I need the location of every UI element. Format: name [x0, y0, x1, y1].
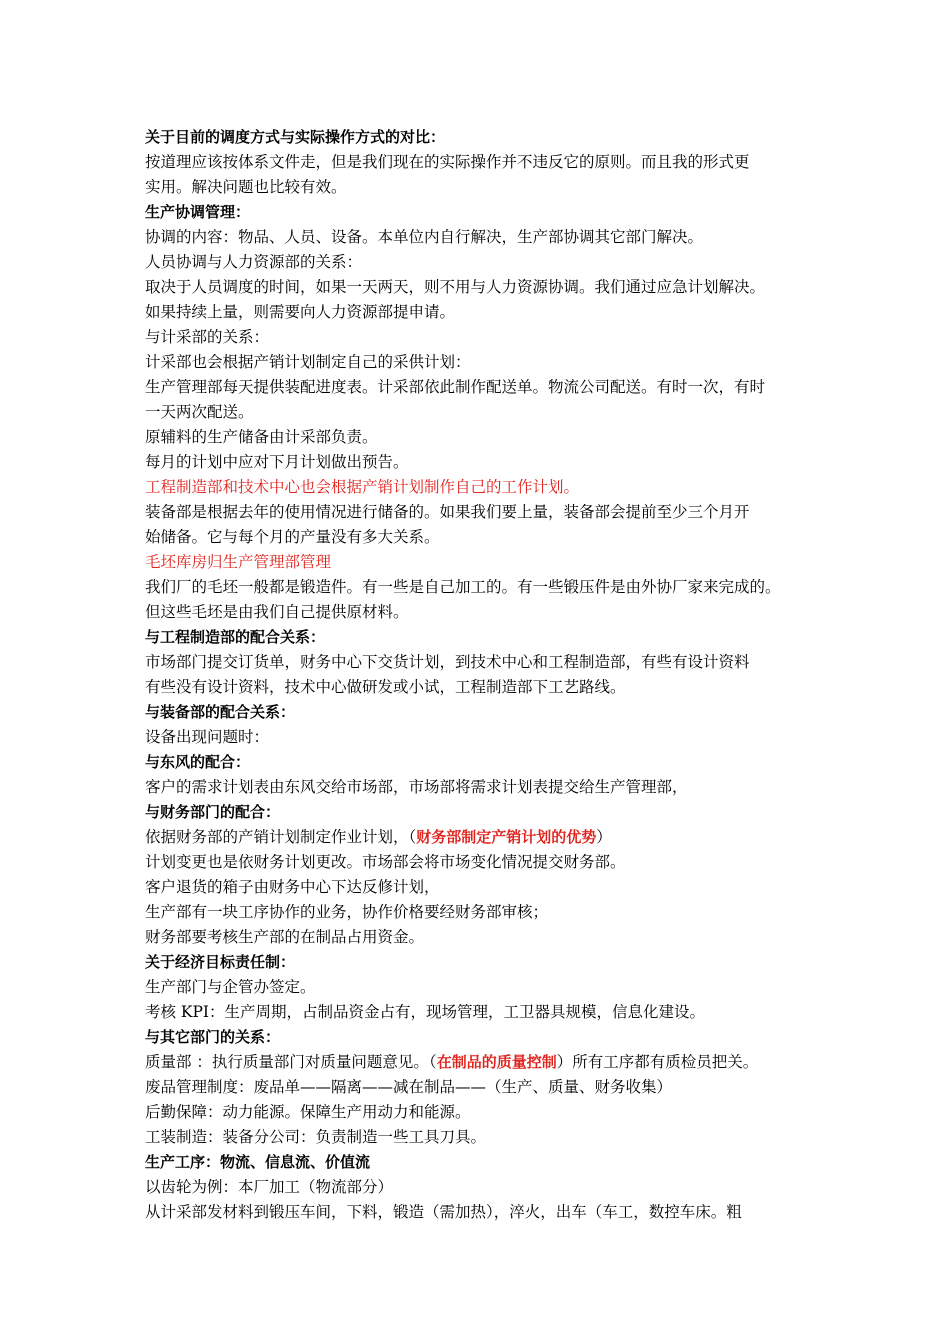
line-text: 质量部 ：执行质量部门对质量问题意见。（	[145, 1053, 437, 1071]
paragraph-line: 有些没有设计资料，技术中心做研发或小试，工程制造部下工艺路线。	[145, 678, 626, 696]
heading-other-departments: 与其它部门的关系：	[145, 1028, 281, 1046]
paragraph-line	[145, 825, 825, 850]
paragraph-line: 财务部要考核生产部的在制品占用资金。	[145, 928, 425, 946]
paragraph-line: 但这些毛坯是由我们自己提供原材料。	[145, 603, 409, 621]
paragraph-line: 工装制造：装备分公司：负责制造一些工具刀具。	[145, 1128, 487, 1146]
highlighted-line: 毛坯库房归生产管理部管理	[145, 553, 332, 571]
paragraph-line: 与计采部的关系：	[145, 328, 270, 346]
paragraph-line: 人员协调与人力资源部的关系：	[145, 253, 363, 271]
paragraph-line: 协调的内容：物品、人员、设备。本单位内自行解决，生产部协调其它部门解决。	[145, 228, 704, 246]
paragraph-line: 废品管理制度：废品单——隔离——减在制品——（生产、质量、财务收集）	[145, 1078, 673, 1096]
paragraph-line: 原辅料的生产储备由计采部负责。	[145, 428, 378, 446]
paragraph-line: 生产部有一块工序协作的业务，协作价格要经财务部审核；	[145, 903, 549, 921]
paragraph-line: 以齿轮为例：本厂加工（物流部分）	[145, 1178, 394, 1196]
paragraph-line: 每月的计划中应对下月计划做出预告。	[145, 453, 409, 471]
heading-dongfeng-cooperation: 与东风的配合：	[145, 753, 251, 771]
heading-engineering-cooperation: 与工程制造部的配合关系：	[145, 628, 326, 646]
paragraph-line: 装备部是根据去年的使用情况进行储备的。如果我们要上量，装备部会提前至少三个月开	[145, 503, 750, 521]
heading-dispatch-comparison: 关于目前的调度方式与实际操作方式的对比：	[145, 128, 446, 146]
line-text: ）所有工序都有质检员把关。	[556, 1053, 759, 1071]
highlighted-line: 工程制造部和技术中心也会根据产销计划制作自己的工作计划。	[145, 478, 580, 496]
heading-economic-responsibility: 关于经济目标责任制：	[145, 953, 296, 971]
line-text: 依据财务部的产销计划制定作业计划，（	[145, 828, 417, 846]
paragraph-line: 一天两次配送。	[145, 403, 254, 421]
heading-finance-cooperation: 与财务部门的配合：	[145, 803, 281, 821]
paragraph-line: 生产管理部每天提供装配进度表。计采部依此制作配送单。物流公司配送。有时一次，有时	[145, 378, 766, 396]
paragraph-line: 生产部门与企管办签定。	[145, 978, 316, 996]
heading-production-coordination: 生产协调管理：	[145, 203, 251, 221]
paragraph-line: 后勤保障：动力能源。保障生产用动力和能源。	[145, 1103, 471, 1121]
paragraph-line: 始储备。它与每个月的产量没有多大关系。	[145, 528, 440, 546]
highlighted-phrase: 财务部制定产销计划的优势	[416, 828, 597, 846]
line-text: ）	[596, 828, 612, 846]
highlighted-phrase: 在制品的质量控制	[436, 1053, 557, 1071]
paragraph-line: 如果持续上量，则需要向人力资源部提申请。	[145, 303, 456, 321]
paragraph-line	[145, 1050, 825, 1075]
paragraph-line: 我们厂的毛坯一般都是锻造件。有一些是自己加工的。有一些锻压件是由外协厂家来完成的。	[145, 578, 781, 596]
heading-production-process: 生产工序：物流、信息流、价值流	[145, 1153, 371, 1171]
paragraph-line: 计采部也会根据产销计划制定自己的采供计划：	[145, 353, 471, 371]
paragraph-line: 考核 KPI：生产周期，占制品资金占有，现场管理，工卫器具规模，信息化建设。	[145, 1003, 706, 1021]
paragraph-line: 实用。解决问题也比较有效。	[145, 178, 347, 196]
heading-equipment-cooperation: 与装备部的配合关系：	[145, 703, 296, 721]
paragraph-line: 客户的需求计划表由东风交给市场部，市场部将需求计划表提交给生产管理部，	[145, 778, 688, 796]
paragraph-line: 市场部门提交订货单，财务中心下交货计划，到技术中心和工程制造部，有些有设计资料	[145, 653, 750, 671]
paragraph-line: 按道理应该按体系文件走，但是我们现在的实际操作并不违反它的原则。而且我的形式更	[145, 153, 750, 171]
document-body	[145, 125, 825, 1225]
paragraph-line: 计划变更也是依财务计划更改。市场部会将市场变化情况提交财务部。	[145, 853, 626, 871]
paragraph-line: 取决于人员调度的时间，如果一天两天，则不用与人力资源协调。我们通过应急计划解决。	[145, 278, 766, 296]
paragraph-line: 从计采部发材料到锻压车间，下料，锻造（需加热），淬火，出车（车工，数控车床。粗	[145, 1203, 742, 1221]
paragraph-line: 设备出现问题时：	[145, 728, 270, 746]
paragraph-line: 客户退货的箱子由财务中心下达反修计划，	[145, 878, 440, 896]
